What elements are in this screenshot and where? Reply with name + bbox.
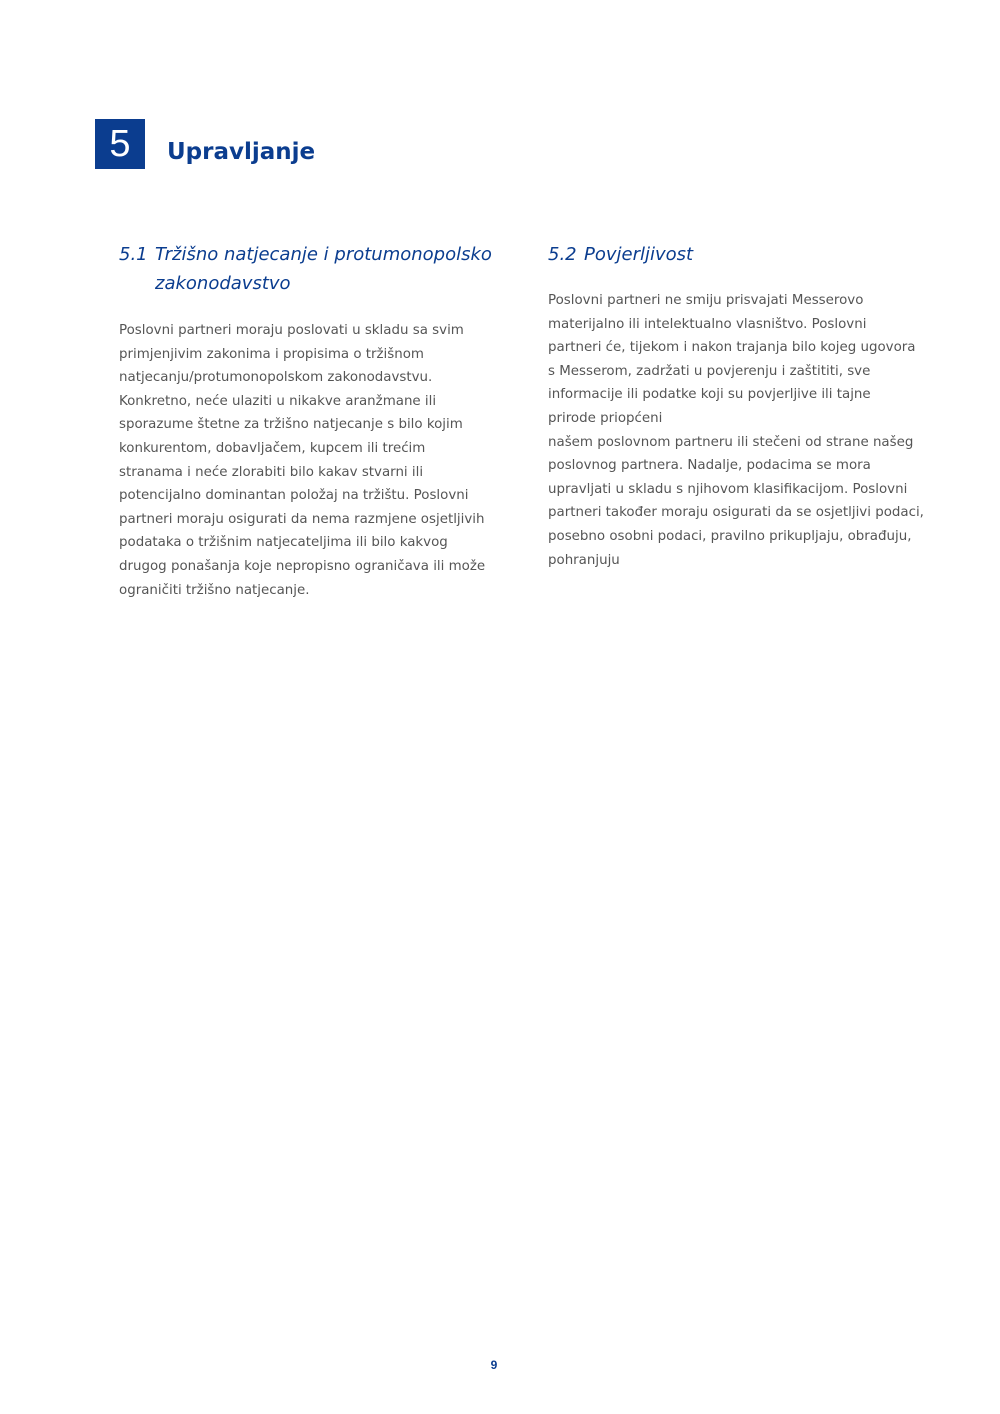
section-heading [548, 240, 918, 269]
body-line: stranama i neće zlorabiti bilo kakav stvarni ili [119, 464, 424, 480]
body-line: našem poslovnom partneru ili stečeni od strane našeg [548, 434, 914, 450]
body-line: primjenjivim zakonima i propisima o tržišnom [119, 346, 424, 362]
body-line: partneri moraju osigurati da nema razmjene osjetljivih [119, 511, 485, 527]
body-line: podataka o tržišnim natjecateljima ili bilo kakvog [119, 535, 448, 551]
body-line: upravljati u skladu s njihovom klasifikacijom. Poslovni [548, 481, 908, 497]
body-line: prirode priopćeni [548, 410, 663, 426]
section-title-line: Povjerljivost [584, 244, 694, 265]
chapter-number: 5 [109, 123, 131, 165]
section-title-line: zakonodavstvo [155, 273, 291, 294]
section-competition-antitrust [119, 240, 492, 602]
body-line: pohranjuju [548, 552, 620, 568]
chapter-title: Upravljanje [167, 139, 316, 165]
section-body [548, 289, 924, 572]
body-line: poslovnog partnera. Nadalje, podacima se mora [548, 458, 871, 474]
body-line: partneri će, tijekom i nakon trajanja bilo kojeg ugovora [548, 340, 916, 356]
body-line: Konkretno, neće ulaziti u nikakve aranžmane ili [119, 393, 437, 409]
section-heading [119, 240, 492, 298]
chapter-number-badge [95, 119, 145, 169]
body-line: konkurentom, dobavljačem, kupcem ili trećim [119, 440, 426, 456]
section-title [155, 240, 492, 298]
body-line: s Messerom, zadržati u povjerenju i zaštititi, sve [548, 363, 871, 379]
body-line: drugog ponašanja koje nepropisno ograničava ili može [119, 558, 486, 574]
body-line: sporazume štetne za tržišno natjecanje s bilo kojim [119, 417, 463, 433]
section-confidentiality [548, 240, 924, 572]
section-body [119, 319, 486, 602]
body-line: materijalno ili intelektualno vlasništvo. Poslovni [548, 316, 867, 332]
section-number: 5.1 [119, 244, 148, 265]
body-line: Poslovni partneri moraju poslovati u skladu sa svim [119, 323, 464, 338]
section-title-line: Tržišno natjecanje i protumonopolsko [155, 244, 492, 265]
body-line: Poslovni partneri ne smiju prisvajati Messerovo [548, 293, 864, 308]
body-line: natjecanju/protumonopolskom zakonodavstvu. [119, 370, 433, 386]
page-number: 9 [490, 1358, 498, 1372]
section-number: 5.2 [548, 244, 577, 265]
body-line: informacije ili podatke koji su povjerljive ili tajne [548, 387, 871, 403]
body-line: posebno osobni podaci, pravilno prikupljaju, obrađuju, [548, 528, 912, 544]
body-line: ograničiti tržišno natjecanje. [119, 582, 310, 598]
body-line: partneri također moraju osigurati da se osjetljivi podaci, [548, 505, 924, 521]
section-title [584, 240, 918, 269]
body-line: potencijalno dominantan položaj na tržištu. Poslovni [119, 488, 469, 504]
